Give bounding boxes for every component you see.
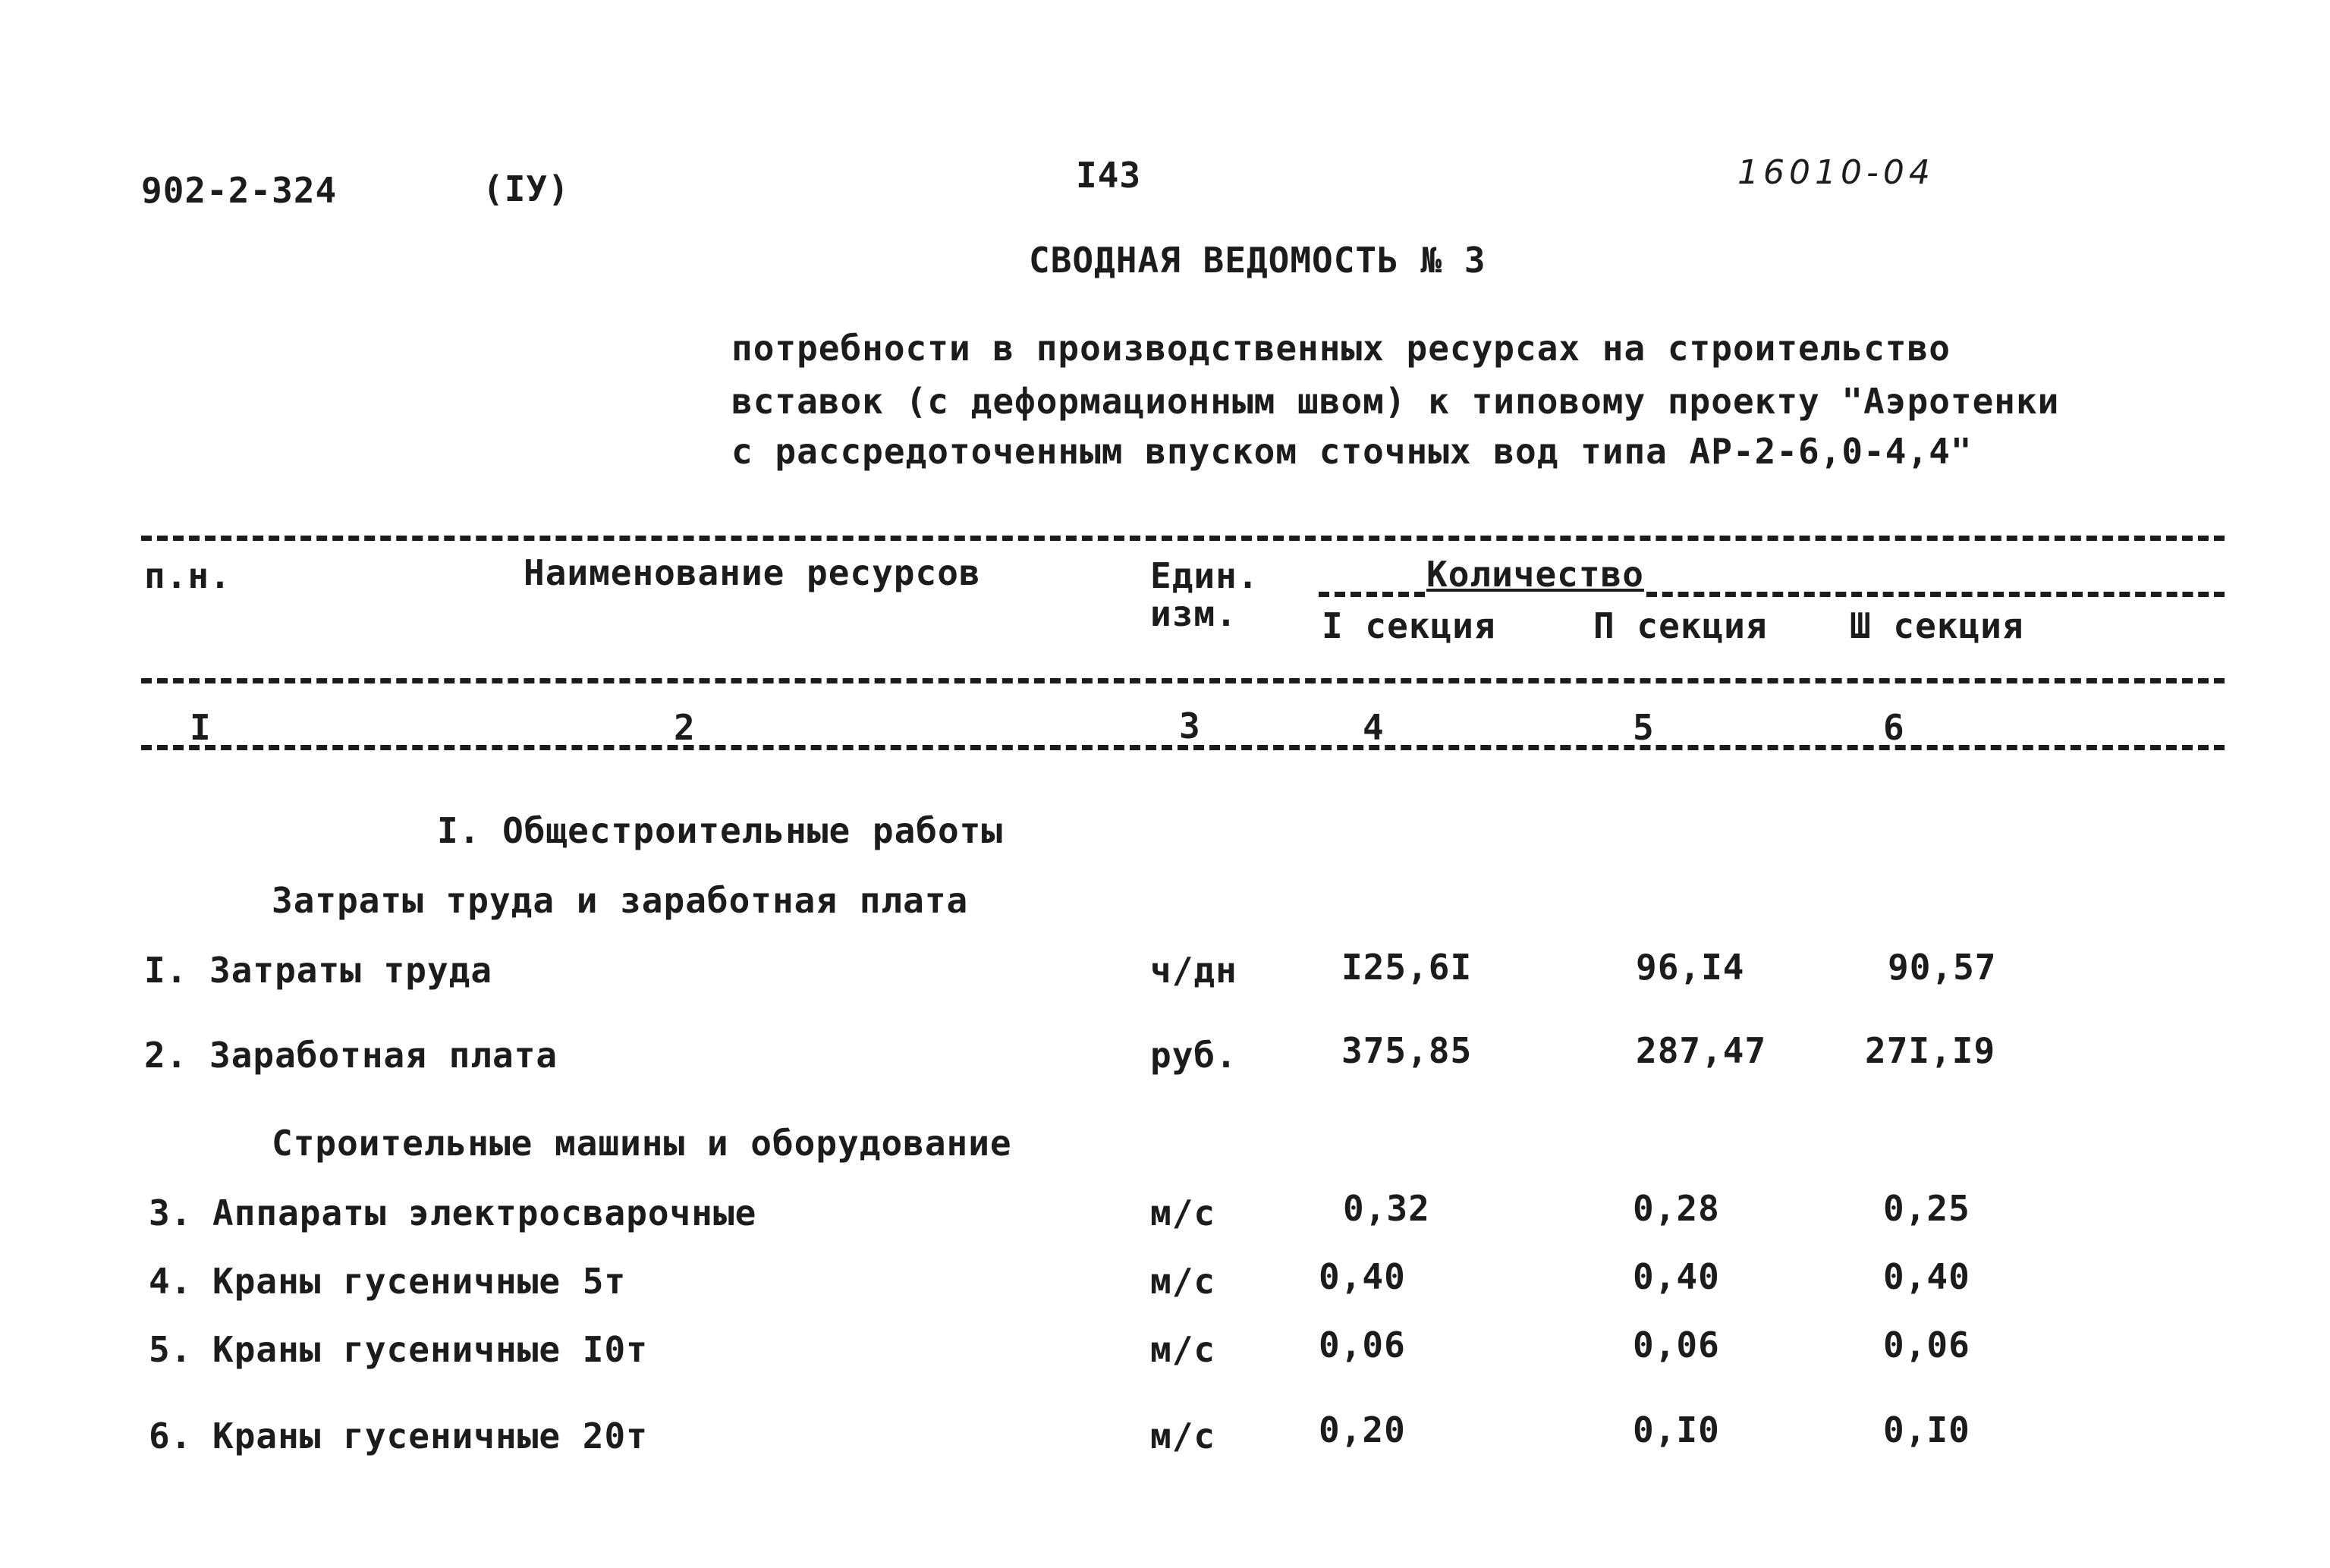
row-section-3-value: 90,57 bbox=[1888, 947, 1997, 988]
header-row-number: п.н. bbox=[144, 555, 231, 596]
row-section-2-value: 0,06 bbox=[1633, 1324, 1720, 1365]
row-section-1-value: 0,20 bbox=[1319, 1409, 1406, 1450]
header-section-3: Ш секция bbox=[1850, 605, 2024, 646]
row-unit: м/с bbox=[1150, 1261, 1216, 1302]
header-quantity: Количество bbox=[1426, 554, 1644, 595]
group-heading-machinery: Строительные машины и оборудование bbox=[272, 1123, 1012, 1164]
row-number: 4. bbox=[149, 1261, 193, 1302]
row-section-2-value: 96,I4 bbox=[1636, 947, 1745, 988]
header-resource-name: Наименование ресурсов bbox=[524, 552, 981, 593]
row-section-3-value: 27I,I9 bbox=[1865, 1030, 1996, 1071]
row-resource-name: Заработная плата bbox=[209, 1035, 558, 1076]
row-section-3-value: 0,I0 bbox=[1883, 1409, 1970, 1450]
row-section-1-value: 0,40 bbox=[1319, 1256, 1406, 1297]
row-number: 2. bbox=[144, 1035, 188, 1076]
column-number-1: I bbox=[190, 707, 212, 748]
row-resource-name: Краны гусеничные I0т bbox=[212, 1329, 648, 1370]
subtitle-line-2: вставок (с деформационным швом) к типовому проекту "Аэротенки bbox=[731, 381, 2060, 422]
volume-number: (IУ) bbox=[483, 168, 570, 209]
column-number-4: 4 bbox=[1363, 707, 1385, 748]
row-number: 6. bbox=[149, 1416, 193, 1456]
row-section-2-value: 0,28 bbox=[1633, 1188, 1720, 1229]
column-number-3: 3 bbox=[1179, 705, 1201, 746]
row-section-1-value: I25,6I bbox=[1341, 947, 1473, 988]
row-number: 3. bbox=[149, 1192, 193, 1233]
subtitle-line-1: потребности в производственных ресурсах на строительство bbox=[731, 328, 1951, 369]
header-section-1: I секция bbox=[1322, 605, 1496, 646]
document-code: 902-2-324 bbox=[141, 170, 338, 211]
row-unit: ч/дн bbox=[1150, 950, 1237, 991]
section-heading: I. Общестроительные работы bbox=[437, 810, 1004, 851]
row-section-3-value: 0,06 bbox=[1883, 1324, 1970, 1365]
header-section-2: П секция bbox=[1593, 605, 1768, 646]
subtitle-line-3: с рассредоточенным впуском сточных вод типа АР-2-6,0-4,4" bbox=[731, 431, 1973, 472]
row-number: 5. bbox=[149, 1329, 193, 1370]
header-bottom-rule bbox=[141, 678, 2225, 683]
column-number-6: 6 bbox=[1883, 707, 1905, 748]
row-unit: м/с bbox=[1150, 1192, 1216, 1233]
row-resource-name: Краны гусеничные 5т bbox=[212, 1261, 627, 1302]
row-section-2-value: 0,I0 bbox=[1633, 1409, 1720, 1450]
header-unit-line-1: Един. bbox=[1150, 555, 1259, 596]
row-resource-name: Затраты труда bbox=[209, 950, 493, 991]
row-unit: м/с bbox=[1150, 1416, 1216, 1456]
row-section-1-value: 0,06 bbox=[1319, 1324, 1406, 1365]
row-section-2-value: 0,40 bbox=[1633, 1256, 1720, 1297]
header-unit-line-2: изм. bbox=[1150, 593, 1237, 634]
page-number: I43 bbox=[1076, 155, 1142, 196]
column-number-rule bbox=[141, 745, 2225, 750]
row-unit: м/с bbox=[1150, 1329, 1216, 1370]
quantity-rule-left bbox=[1319, 592, 1425, 597]
row-section-3-value: 0,25 bbox=[1883, 1188, 1970, 1229]
archive-number: 16010-04 bbox=[1737, 153, 1935, 192]
row-resource-name: Краны гусеничные 20т bbox=[212, 1416, 648, 1456]
quantity-rule-right bbox=[1646, 592, 2225, 597]
row-section-1-value: 0,32 bbox=[1343, 1188, 1430, 1229]
column-number-2: 2 bbox=[674, 707, 696, 748]
column-number-5: 5 bbox=[1633, 707, 1655, 748]
row-number: I. bbox=[144, 950, 188, 991]
row-section-3-value: 0,40 bbox=[1883, 1256, 1970, 1297]
row-resource-name: Аппараты электросварочные bbox=[212, 1192, 757, 1233]
row-section-1-value: 375,85 bbox=[1341, 1030, 1473, 1071]
table-top-rule bbox=[141, 536, 2225, 541]
document-title: СВОДНАЯ ВЕДОМОСТЬ № 3 bbox=[1029, 240, 1486, 281]
row-section-2-value: 287,47 bbox=[1636, 1030, 1767, 1071]
group-heading-labor: Затраты труда и заработная плата bbox=[272, 880, 969, 921]
row-unit: руб. bbox=[1150, 1035, 1237, 1076]
